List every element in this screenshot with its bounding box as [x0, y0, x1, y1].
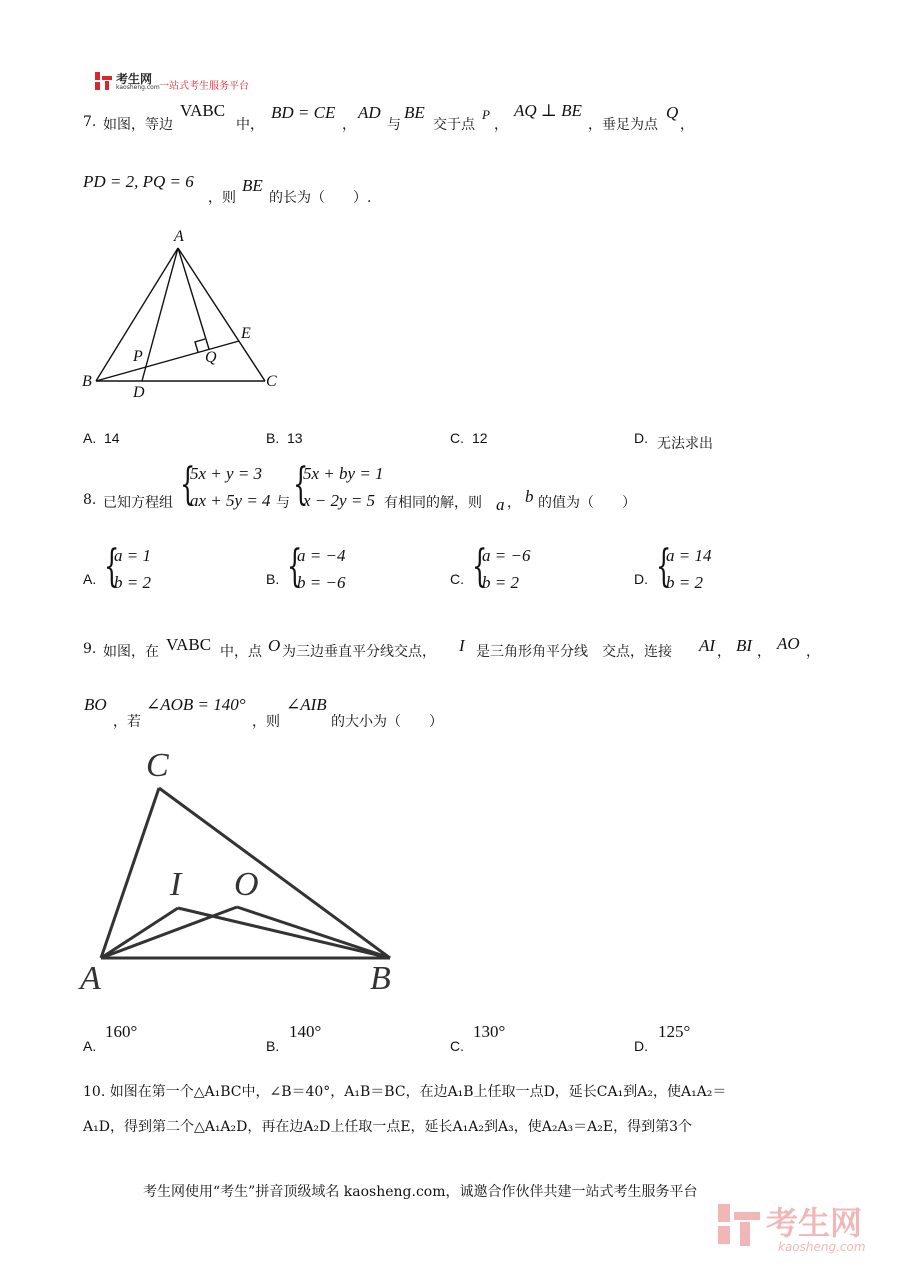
- q7-math-pd-pq: PD = 2, PQ = 6: [83, 172, 194, 191]
- q8-var-b: b: [525, 487, 534, 506]
- q7-option-b-value: 13: [287, 430, 303, 446]
- q9-number: 9.: [83, 641, 97, 657]
- q7-math-aqbe: AQ ⊥ BE: [514, 101, 582, 120]
- q9-option-c-letter: C.: [450, 1038, 464, 1054]
- q7-math-be: BE: [404, 103, 425, 122]
- q7-text-6: ，: [494, 117, 508, 133]
- q10-line-2: A₁D，得到第二个△A₁A₂D，再在边A₂D上任取一点E，延长A₁A₂到A₃，使A₂A₃＝A₂E，得到第3个: [83, 1119, 693, 1135]
- q8-option-d-row2: b = 2: [666, 573, 703, 592]
- q7-math-bdce: BD = CE: [271, 103, 336, 122]
- q8-sys2-row1: 5x + by = 1: [303, 464, 384, 483]
- q9-option-b-letter: B.: [266, 1038, 280, 1054]
- q7-side-ac: [178, 248, 265, 381]
- q7-text-7: ，垂足为点: [588, 117, 658, 133]
- watermark-text: 考生网: [766, 1204, 863, 1242]
- q9-side-cb: [159, 788, 390, 958]
- q8-number: 8.: [83, 492, 97, 508]
- q7-text-5: 交于点: [433, 117, 475, 133]
- q9-label-i: I: [170, 866, 182, 903]
- q9-math-ai: AI: [699, 636, 716, 655]
- q7-option-a-value: 14: [104, 430, 120, 446]
- q9-text-7: ，: [806, 644, 820, 660]
- q8-option-d-brace: {: [656, 541, 672, 592]
- q9-option-d-value: 125°: [658, 1022, 691, 1041]
- q7-label-p: P: [133, 348, 143, 365]
- q7-right-angle-mark: [195, 339, 205, 352]
- q9-option-a-letter: A.: [83, 1038, 97, 1054]
- logo-mark-icon: [95, 72, 113, 90]
- q9-text-3: 为三边垂直平分线交点，: [282, 644, 436, 660]
- q9-math-bi: BI: [736, 636, 753, 655]
- q8-option-a-row1: a = 1: [114, 546, 151, 565]
- q7-label-a: A: [174, 228, 184, 245]
- q8-sys1-row1: 5x + y = 3: [190, 464, 263, 483]
- q8-text-a: 已知方程组: [103, 495, 173, 511]
- q9-option-d-letter: D.: [634, 1038, 648, 1054]
- logo-domain: kaosheng.com: [116, 84, 160, 91]
- q9-label-o: O: [234, 866, 259, 903]
- q9-option-b-value: 140°: [289, 1022, 322, 1041]
- q8-option-b-row2: b = −6: [297, 573, 346, 592]
- q9-text-10: 的大小为（ ）: [331, 714, 443, 730]
- q8-option-b-brace: {: [287, 541, 303, 592]
- q8-text-b: 与: [276, 495, 290, 511]
- q7-label-b: B: [82, 373, 92, 390]
- q9-text-2: 中，点: [220, 644, 262, 660]
- q9-text-6: ，: [757, 644, 771, 660]
- q9-text-1: 如图，在: [103, 644, 159, 660]
- q7-math-q: Q: [666, 103, 679, 122]
- footer-text: 考生网使用“考生”拼音顶级域名 kaosheng.com，诚邀合作伙伴共建一站式考生服务平台: [143, 1184, 698, 1200]
- q8-brace-2: {: [293, 459, 309, 510]
- q9-segment-bo: [237, 907, 390, 958]
- q7-number: 7.: [83, 114, 97, 130]
- q8-option-a-brace: {: [104, 541, 120, 592]
- q8-var-a: a: [496, 495, 505, 514]
- q8-option-c-brace: {: [472, 541, 488, 592]
- q9-math-vabc: VABC: [166, 635, 212, 654]
- q10-line-1: 10. 如图在第一个△A₁BC中，∠B＝40°，A₁B＝BC，在边A₁B上任取一点D，延长CA₁到A₂，使A₁A₂＝: [83, 1084, 727, 1100]
- q9-text-5: ，: [717, 644, 731, 660]
- q7-math-vabc: VABC: [180, 101, 226, 120]
- q7-text-8: ，: [680, 117, 694, 133]
- q7-option-c-value: 12: [472, 430, 488, 446]
- q7-option-d-letter: D.: [634, 430, 648, 446]
- q7-option-b-letter: B.: [266, 430, 280, 446]
- q7-text-10: 的长为（ ）.: [269, 190, 372, 206]
- q7-option-c-letter: C.: [450, 430, 464, 446]
- q7-math-ad: AD: [358, 103, 381, 122]
- q7-label-q: Q: [205, 349, 217, 366]
- q7-option-a-letter: A.: [83, 430, 97, 446]
- q9-label-a: A: [80, 960, 101, 997]
- q8-text-d: 的值为（ ）: [538, 495, 636, 511]
- q9-label-c: C: [146, 747, 169, 784]
- footer-watermark: [718, 1200, 888, 1260]
- q8-sys1-row2: ax + 5y = 4: [190, 491, 271, 510]
- q9-text-9: ，则: [252, 714, 280, 730]
- q8-option-d-row1: a = 14: [666, 546, 712, 565]
- watermark-domain: kaosheng.com: [778, 1240, 866, 1254]
- q8-brace-1: {: [180, 459, 196, 510]
- q9-math-aib: ∠AIB: [286, 695, 327, 714]
- q8-option-c-row1: a = −6: [482, 546, 531, 565]
- q9-option-c-value: 130°: [473, 1022, 506, 1041]
- q7-label-e: E: [241, 325, 251, 342]
- header-logo: [95, 72, 295, 94]
- q9-math-i: I: [459, 636, 465, 655]
- q8-option-c-letter: C.: [450, 571, 464, 587]
- q7-text-3: ，: [342, 117, 356, 133]
- q7-text-2: 中，: [236, 117, 264, 133]
- q9-math-bo: BO: [84, 695, 107, 714]
- q8-text-c: 有相同的解，则: [384, 495, 482, 511]
- header-slogan: 一站式考生服务平台: [159, 81, 249, 92]
- q9-math-o: O: [268, 636, 281, 655]
- q7-math-p: P: [482, 107, 490, 122]
- q8-option-a-row2: b = 2: [114, 573, 151, 592]
- q9-label-b: B: [370, 960, 391, 997]
- q7-text-1: 如图，等边: [103, 117, 173, 133]
- q9-math-ao: AO: [777, 634, 800, 653]
- q8-option-b-row1: a = −4: [297, 546, 346, 565]
- q9-text-4: 是三角形角平分线 交点，连接: [476, 644, 672, 660]
- q7-segment-ad: [142, 248, 178, 381]
- q7-option-d-value: 无法求出: [657, 436, 713, 452]
- q9-text-8: ，若: [113, 714, 141, 730]
- q9-math-aob: ∠AOB = 140°: [146, 695, 246, 714]
- q7-math-be-2: BE: [242, 176, 263, 195]
- q8-option-d-letter: D.: [634, 571, 648, 587]
- q7-label-d: D: [133, 384, 145, 401]
- q7-text-9: ，则: [208, 190, 236, 206]
- q8-option-b-letter: B.: [266, 571, 280, 587]
- q9-side-ac: [101, 788, 159, 958]
- q7-segment-aq: [178, 248, 209, 349]
- watermark-mark-icon: [718, 1200, 762, 1250]
- q7-text-4: 与: [387, 117, 401, 133]
- q8-sys2-row2: x − 2y = 5: [303, 491, 376, 510]
- logo-text: 考生网: [116, 72, 153, 86]
- q8-option-a-letter: A.: [83, 571, 97, 587]
- q8-option-c-row2: b = 2: [482, 573, 519, 592]
- q8-comma: ，: [507, 495, 521, 511]
- q9-option-a-value: 160°: [105, 1022, 138, 1041]
- q7-label-c: C: [266, 373, 277, 390]
